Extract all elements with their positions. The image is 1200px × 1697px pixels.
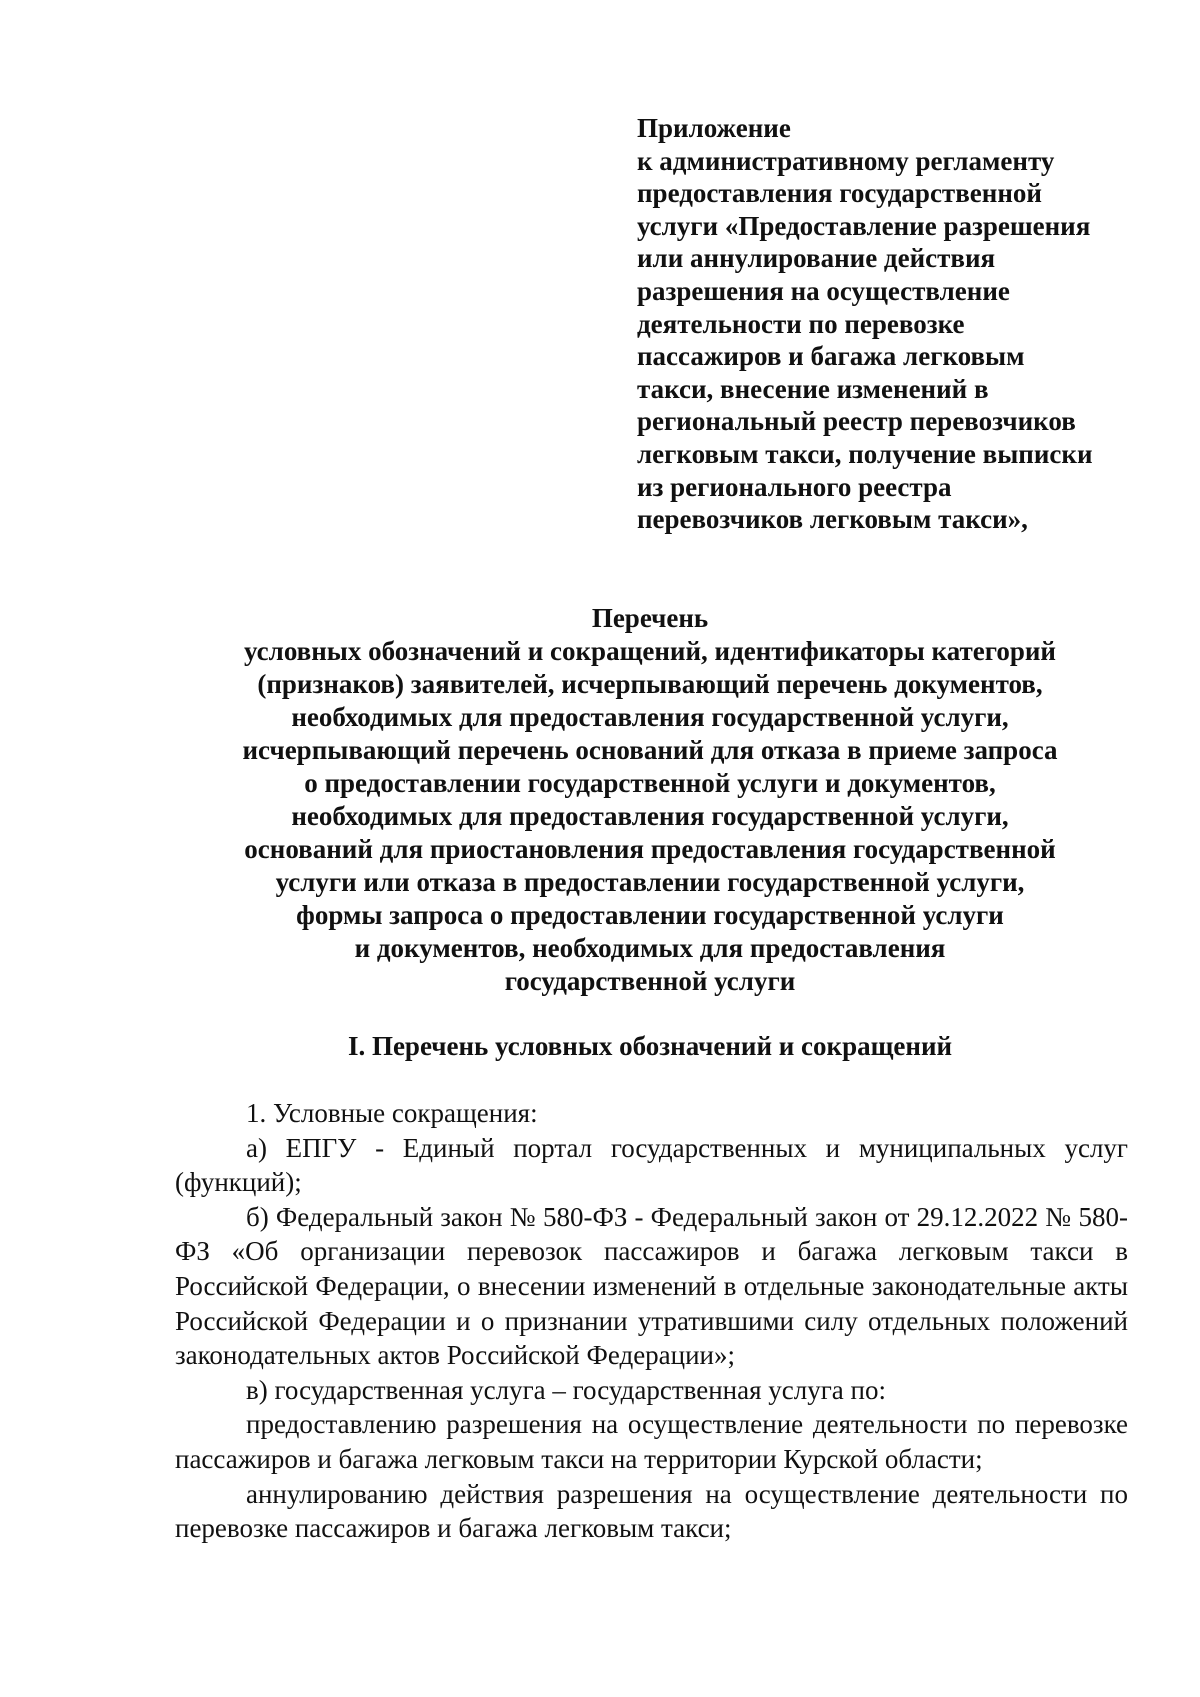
document-heading [170,602,1130,998]
appendix-line: деятельности по перевозке [637,308,965,339]
appendix-line: легковым такси, получение выписки [637,438,1093,469]
heading-line: необходимых для предоставления государственной услуги, [291,702,1009,732]
heading-line: государственной услуги [504,966,796,996]
heading-line: исчерпывающий перечень оснований для отказа в приеме запроса [242,735,1058,765]
heading-line: (признаков) заявителей, исчерпывающий перечень документов, [257,669,1043,699]
body-paragraph: предоставлению разрешения на осуществление деятельности по перевозке пассажиров и багажа легковым такси на территории Курской области; [175,1409,1128,1474]
appendix-line: пассажиров и багажа легковым [637,341,1025,372]
heading-line: услуги или отказа в предоставлении государственной услуги, [275,867,1025,897]
heading-line: Перечень [591,603,709,633]
heading-line: и документов, необходимых для предоставления [354,933,946,963]
heading-line: о предоставлении государственной услуги и документов, [304,768,996,798]
appendix-line: или аннулирование действия [637,243,996,274]
heading-line: условных обозначений и сокращений, идентификаторы категорий [244,636,1056,666]
appendix-line: из регионального реестра [637,471,952,502]
body-paragraph: аннулированию действия разрешения на осуществление деятельности по перевозке пассажиров и багажа легковым такси; [175,1478,1128,1544]
body-paragraph: б) Федеральный закон № 580-ФЗ - Федеральный закон от 29.12.2022 № 580-ФЗ «Об организации перевозок пассажиров и багажа легковым такси в Российской Федерации, о внесении изменений в отдельные законодательные акты Российской Федерации и о признании утратившими силу отдельных положений законодательных актов Российской Федерации»; [175,1201,1128,1371]
document-body [175,1096,1128,1546]
appendix-line: Приложение [637,113,791,143]
section-title: I. Перечень условных обозначений и сокращений [347,1031,953,1061]
appendix-line: такси, внесение изменений в [637,373,989,404]
appendix-line: услуги «Предоставление разрешения [637,210,1091,241]
appendix-line: предоставления государственной [637,178,1042,209]
appendix-line: к административному регламенту [637,145,1055,176]
heading-line: необходимых для предоставления государственной услуги, [291,801,1009,831]
body-paragraph: а) ЕПГУ - Единый портал государственных и муниципальных услуг (функций); [175,1132,1128,1198]
body-paragraph: в) государственная услуга – государственная услуга по: [246,1374,886,1405]
appendix-line: разрешения на осуществление [637,275,1010,306]
appendix-line: перевозчиков легковым такси», [637,504,1028,535]
appendix-line: региональный реестр перевозчиков [637,406,1076,437]
heading-line: формы запроса о предоставлении государственной услуги [296,900,1004,930]
body-paragraph: 1. Условные сокращения: [246,1098,538,1128]
appendix-block [637,112,1137,536]
heading-line: оснований для приостановления предоставления государственной [244,834,1056,864]
